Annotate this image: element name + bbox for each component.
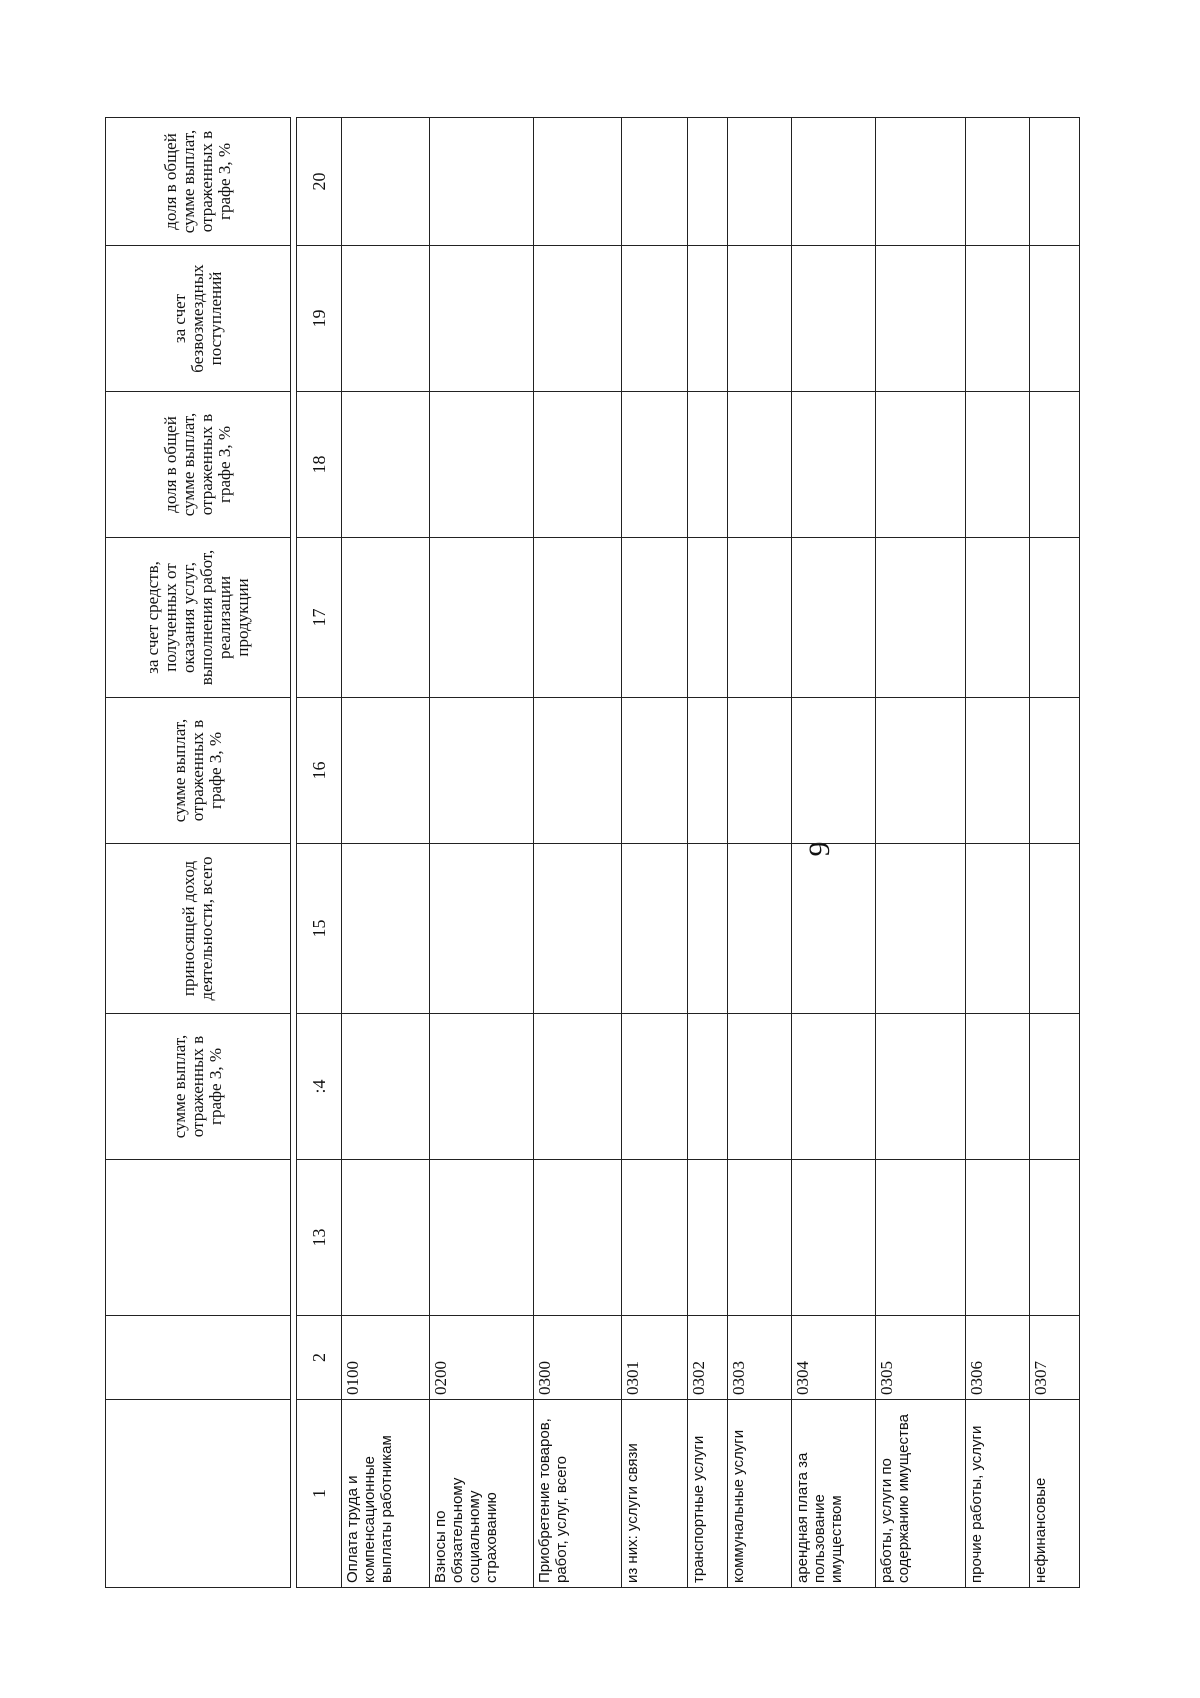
header-col-17: за счет средств, полученных от оказания услуг, выполнения работ, реализации продукции (106, 538, 291, 698)
value-cell (876, 118, 966, 246)
value-cell (728, 246, 792, 392)
value-cell (966, 844, 1030, 1014)
value-cell (792, 698, 876, 844)
value-cell (966, 1160, 1030, 1316)
value-cell (1030, 1160, 1080, 1316)
value-cell (1030, 1014, 1080, 1160)
header-col-18: доля в общей сумме выплат, отраженных в графе 3, % (106, 392, 291, 538)
header-col-20: доля в общей сумме выплат, отраженных в графе 3, % (106, 118, 291, 246)
value-cell (1030, 844, 1080, 1014)
value-cell (534, 1014, 622, 1160)
value-cell (876, 1160, 966, 1316)
value-cell (622, 118, 688, 246)
table-row (342, 118, 430, 1588)
row-code: 0303 (728, 1316, 792, 1400)
header-col-15: приносящей доход деятельности, всего (106, 844, 291, 1014)
row-name: коммунальные услуги (728, 1400, 792, 1588)
value-cell (622, 1160, 688, 1316)
value-cell (688, 1160, 728, 1316)
value-cell (622, 246, 688, 392)
value-cell (622, 392, 688, 538)
header-col-14: сумме выплат, отраженных в графе 3, % (106, 1014, 291, 1160)
value-cell (876, 246, 966, 392)
value-cell (792, 246, 876, 392)
value-cell (688, 698, 728, 844)
table-row (1030, 118, 1080, 1588)
col-number: 15 (297, 844, 342, 1014)
row-code: 0306 (966, 1316, 1030, 1400)
payments-table-rotated (105, 118, 1112, 1588)
value-cell (792, 118, 876, 246)
row-code: 0302 (688, 1316, 728, 1400)
value-cell (966, 698, 1030, 844)
row-name: арендная плата за пользование имуществом (792, 1400, 876, 1588)
row-code: 0200 (430, 1316, 534, 1400)
header-col-19: за счет безвозмездных поступлений (106, 246, 291, 392)
value-cell (792, 1014, 876, 1160)
value-cell (622, 844, 688, 1014)
value-cell (966, 246, 1030, 392)
table-row (876, 118, 966, 1588)
value-cell (430, 392, 534, 538)
value-cell (1030, 246, 1080, 392)
value-cell (688, 538, 728, 698)
value-cell (430, 246, 534, 392)
value-cell (342, 538, 430, 698)
payments-table (105, 117, 1080, 1588)
table-row (622, 118, 688, 1588)
col-number: 20 (297, 118, 342, 246)
row-name: прочие работы, услуги (966, 1400, 1030, 1588)
table-row (430, 118, 534, 1588)
value-cell (622, 698, 688, 844)
value-cell (1030, 698, 1080, 844)
value-cell (1030, 118, 1080, 246)
value-cell (792, 841, 876, 1014)
value-cell (728, 1160, 792, 1316)
row-name: из них: услуги связи (622, 1400, 688, 1588)
value-cell (728, 118, 792, 246)
value-cell (688, 844, 728, 1014)
col-number: 13 (297, 1160, 342, 1316)
value-cell (966, 538, 1030, 698)
value-cell (688, 246, 728, 392)
header-col-13 (106, 1160, 291, 1316)
value-cell (876, 1014, 966, 1160)
row-name: транспортные услуги (688, 1400, 728, 1588)
table-row (688, 118, 728, 1588)
row-code: 0301 (622, 1316, 688, 1400)
value-cell (430, 538, 534, 698)
row-name: нефинансовые (1030, 1400, 1080, 1588)
value-cell (534, 1160, 622, 1316)
row-code: 0307 (1030, 1316, 1080, 1400)
value-cell (1030, 538, 1080, 698)
header-col-2 (106, 1316, 291, 1400)
value-cell (342, 392, 430, 538)
row-code: 0300 (534, 1316, 622, 1400)
value-cell (728, 698, 792, 844)
value-cell (342, 698, 430, 844)
col-number: 1 (297, 1400, 342, 1588)
value-cell (342, 1014, 430, 1160)
value-cell (622, 1014, 688, 1160)
value-cell (430, 698, 534, 844)
value-cell (966, 118, 1030, 246)
value-cell (792, 392, 876, 538)
value-cell (342, 1160, 430, 1316)
row-code: 0304 (792, 1316, 876, 1400)
value-cell (534, 698, 622, 844)
value-cell (1030, 392, 1080, 538)
col-number: :4 (297, 1014, 342, 1160)
value-cell (966, 392, 1030, 538)
value-cell (430, 1014, 534, 1160)
value-cell (342, 118, 430, 246)
value-cell (534, 392, 622, 538)
col-number: 18 (297, 392, 342, 538)
value-cell (688, 1014, 728, 1160)
table-row (728, 118, 792, 1588)
table-row (966, 118, 1030, 1588)
row-code: 0305 (876, 1316, 966, 1400)
value-cell (342, 246, 430, 392)
row-name: Взносы по обязательному социальному страхованию (430, 1400, 534, 1588)
value-cell (430, 118, 534, 246)
value-cell (876, 392, 966, 538)
col-number: 2 (297, 1316, 342, 1400)
value-cell (728, 392, 792, 538)
value-cell (688, 118, 728, 246)
value-cell (534, 844, 622, 1014)
value-cell (876, 538, 966, 698)
column-number-row (297, 118, 342, 1588)
header-col-1 (106, 1400, 291, 1588)
value-cell (622, 538, 688, 698)
value-cell (534, 246, 622, 392)
page-number: 9 (803, 841, 836, 857)
value-cell (792, 538, 876, 698)
value-cell (430, 844, 534, 1014)
header-row (106, 118, 291, 1588)
value-cell (342, 844, 430, 1014)
col-number: 17 (297, 538, 342, 698)
value-cell (728, 844, 792, 1014)
row-name: работы, услуги по содержанию имущества (876, 1400, 966, 1588)
table-row (534, 118, 622, 1588)
value-cell (876, 698, 966, 844)
value-cell (728, 1014, 792, 1160)
value-cell (534, 118, 622, 246)
row-name: Приобретение товаров, работ, услуг, всего (534, 1400, 622, 1588)
col-number: 19 (297, 246, 342, 392)
value-cell (534, 538, 622, 698)
table-row (792, 118, 876, 1588)
value-cell (688, 392, 728, 538)
value-cell (876, 844, 966, 1014)
row-name: Оплата труда и компенсационные выплаты работникам (342, 1400, 430, 1588)
col-number: 16 (297, 698, 342, 844)
value-cell (966, 1014, 1030, 1160)
row-code: 0100 (342, 1316, 430, 1400)
value-cell (792, 1160, 876, 1316)
header-col-16: сумме выплат, отраженных в графе 3, % (106, 698, 291, 844)
value-cell (728, 538, 792, 698)
value-cell (430, 1160, 534, 1316)
